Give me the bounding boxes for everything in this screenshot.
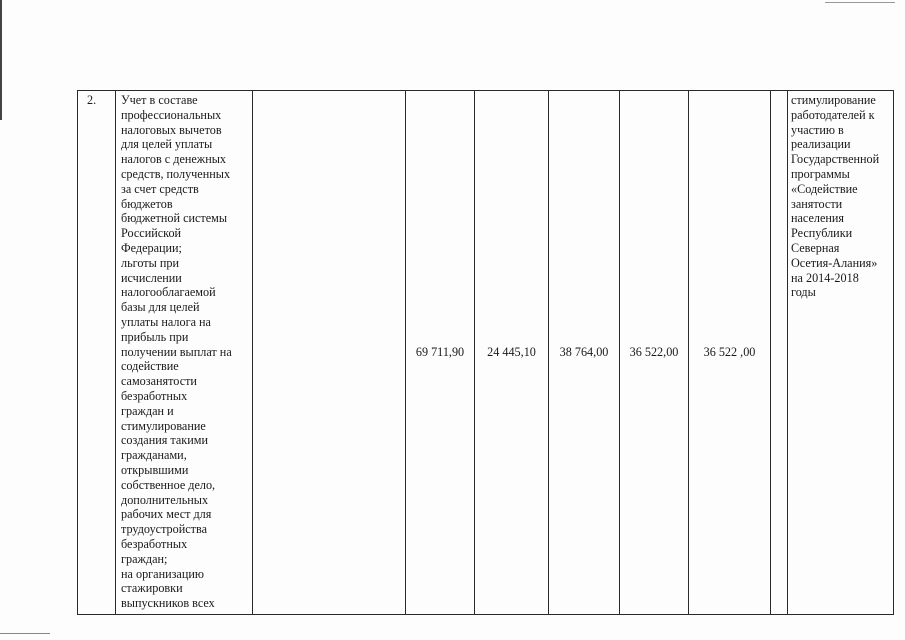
purpose-line: программы bbox=[791, 166, 850, 181]
purpose-cell bbox=[788, 91, 894, 615]
benefit-name-line: Учет в составе bbox=[121, 93, 198, 107]
value-cell-5 bbox=[689, 91, 771, 615]
benefit-name-text bbox=[121, 93, 249, 611]
spacer-cell bbox=[771, 91, 788, 615]
benefit-name-line: прибыль при bbox=[121, 329, 189, 344]
benefit-name-line: базы для целей bbox=[121, 300, 200, 315]
benefit-name-line: Российской bbox=[121, 226, 182, 241]
scan-mark-bottom bbox=[0, 633, 50, 634]
value-cell-4 bbox=[620, 91, 689, 615]
benefit-name-line: налоговых вычетов bbox=[121, 122, 222, 137]
value-3: 38 764,00 bbox=[559, 345, 609, 360]
value-cell-1 bbox=[406, 91, 475, 615]
purpose-line: реализации bbox=[791, 137, 851, 152]
benefit-name-line: безработных bbox=[121, 536, 188, 551]
row-number-cell bbox=[78, 91, 116, 615]
benefit-name-line: профессиональных bbox=[121, 107, 222, 122]
benefit-name-line: Федерации; bbox=[121, 240, 182, 255]
benefit-name-line: открывшими bbox=[121, 462, 189, 477]
benefit-name-line: граждан; bbox=[121, 551, 168, 566]
purpose-line: стимулирование bbox=[791, 93, 876, 107]
benefit-name-line: уплаты налога на bbox=[121, 314, 211, 329]
table-row bbox=[78, 91, 894, 615]
benefit-name-line: для целей уплаты bbox=[121, 137, 213, 152]
benefit-name-line: содействие bbox=[121, 359, 179, 374]
benefit-name-cell bbox=[116, 91, 253, 615]
tax-benefits-table bbox=[77, 90, 894, 615]
benefit-name-line: стажировки bbox=[121, 581, 183, 596]
scan-edge-artifact bbox=[0, 0, 2, 120]
benefit-name-line: налогооблагаемой bbox=[121, 285, 216, 300]
purpose-line: «Содействие bbox=[791, 181, 858, 196]
benefit-name-line: исчислении bbox=[121, 270, 182, 285]
benefit-name-line: граждан и bbox=[121, 403, 174, 418]
value-5: 36 522 ,00 bbox=[703, 345, 756, 360]
benefit-name-line: трудоустройства bbox=[121, 522, 207, 537]
purpose-line: работодателей к bbox=[791, 107, 875, 122]
benefit-name-line: безработных bbox=[121, 388, 188, 403]
value-cell-3 bbox=[549, 91, 620, 615]
benefit-name-line: бюджетов bbox=[121, 196, 173, 211]
purpose-line: Осетия-Алания» bbox=[791, 255, 878, 270]
benefit-name-line: получении выплат на bbox=[121, 344, 232, 359]
benefit-name-line: льготы при bbox=[121, 255, 179, 270]
row-number: 2. bbox=[87, 93, 97, 107]
benefit-name-line: налогов с денежных bbox=[121, 152, 227, 167]
value-2: 24 445,10 bbox=[487, 345, 536, 360]
scan-mark-top bbox=[825, 2, 895, 3]
benefit-name-line: рабочих мест для bbox=[121, 507, 212, 522]
empty-cell bbox=[253, 91, 406, 615]
purpose-line: Государственной bbox=[791, 152, 880, 167]
purpose-text bbox=[791, 93, 891, 300]
benefit-name-line: собственное дело, bbox=[121, 477, 216, 492]
purpose-line: населения bbox=[791, 211, 845, 226]
value-1: 69 711,90 bbox=[415, 345, 465, 360]
benefit-name-line: самозанятости bbox=[121, 374, 197, 389]
benefit-name-line: средств, полученных bbox=[121, 166, 231, 181]
benefit-name-line: бюджетной системы bbox=[121, 211, 228, 226]
purpose-line: Республики bbox=[791, 226, 853, 241]
benefit-name-line: создания такими bbox=[121, 433, 208, 448]
benefit-name-line: стимулирование bbox=[121, 418, 206, 433]
purpose-line: занятости bbox=[791, 196, 843, 211]
purpose-line: Северная bbox=[791, 240, 840, 255]
value-4: 36 522,00 bbox=[629, 345, 679, 360]
benefit-name-line: на организацию bbox=[121, 566, 204, 581]
benefit-name-line: выпускников всех bbox=[121, 596, 215, 611]
purpose-line: на 2014-2018 bbox=[791, 270, 859, 285]
value-cell-2 bbox=[475, 91, 549, 615]
benefit-name-line: гражданами, bbox=[121, 448, 187, 463]
benefit-name-line: за счет средств bbox=[121, 181, 199, 196]
purpose-line: годы bbox=[791, 285, 816, 300]
benefit-name-line: дополнительных bbox=[121, 492, 209, 507]
purpose-line: участию в bbox=[791, 122, 844, 137]
